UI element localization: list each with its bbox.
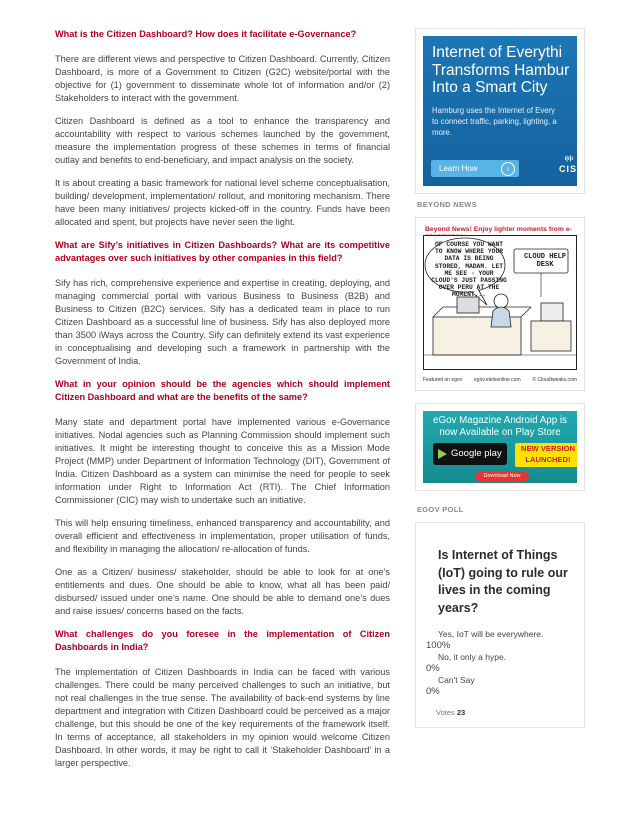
poll-option[interactable] [426,629,572,652]
article-body [55,28,390,780]
cartoon-footer-right: © Cloudtweaks.com [532,377,577,383]
app-ad-headline [423,411,577,439]
poll-option-percent: 100% [426,640,451,651]
section-3 [55,378,390,618]
poll-option-label: Yes, IoT will be everywhere. [438,629,544,639]
ad-body-line: more. [432,127,452,137]
cisco-logo [558,156,577,174]
paragraph: One as a Citizen/ business/ stakeholder, should be able to look for at one’s entitlements and dues. One should be able to know, what all has been paid/ disbursed/ issued under one’s name. One should be able to demand one’s dues and raise issues/ concerns based on the facts. [55,566,390,616]
app-ad-headline-line: eGov Magazine Android App is [433,415,567,426]
ad-body-line: Hamburg uses the Internet of Every [432,105,556,115]
votes-count: 23 [456,708,466,717]
question-heading: What in your opinion should be the agencies which should implement Citizen Dashboard and what are the benefits of the same? [55,378,390,402]
ad-headline [423,36,577,97]
question-heading: What are Sify’s initiatives in Citizen Dashboards? What are its competitive advantages over such initiatives by other companies in this field? [55,239,390,263]
ad-body [423,97,577,138]
paragraph: Many state and department portal have implemented various e-Governance initiatives. Nodal agencies such as Planning Commission should implement such initiatives. It might be interesting thought to conceive this as a Mission Mode Project (MMP) under Department of Information Technology (DIT), Government of India. Citizen Dashboard as a system can minimise the need for people to seek information under Right to Information Act (RTI). The Chief Information Commissioner (CIC) may wish to undertake such an initiative. [55,416,390,505]
cisco-ad-box[interactable] [415,28,585,194]
ad-headline-line: Internet of Everythi [432,44,563,61]
cartoon-footer-mid: egov.eletsonline.com [474,377,521,383]
learn-how-label: Learn How [439,164,478,173]
poll-option-percent: 0% [426,686,440,697]
ad-headline-line: Transforms Hambur [432,61,570,79]
app-ad-headline-line: now Available on Play Store [439,427,561,438]
paragraph: This will help ensuring timeliness, enhanced transparency and accountability, and overall efficient and effectiveness in implementation, proper utilisation of funds, and flexibility in managing the allocation/ re-allocation of funds. [55,517,390,554]
egov-poll-label: EGOV POLL [417,505,464,514]
google-play-label: Google play [451,448,502,459]
app-ad-banner[interactable] [423,411,577,483]
cartoon-bubble-right: CLOUD HELP DESK [523,253,566,269]
play-icon [438,449,447,459]
section-2 [55,239,390,368]
new-version-badge [515,443,577,467]
paragraph: Citizen Dashboard is defined as a tool to enhance the transparency and accountability with respect to various schemes launched by the government, measure the implementation progress of these schemes in terms of financial outlay and benefits to end-beneficiary, and impact analysis on the society. [55,115,390,165]
poll-option[interactable] [426,675,572,698]
poll-option-label: No, it only a hype. [438,652,507,662]
learn-how-button[interactable] [431,160,519,177]
poll-option-label: Can't Say [438,675,475,685]
poll-votes [436,708,572,717]
app-ad-box[interactable] [415,403,585,491]
ad-body-line: to connect traffic, parking, lighting, a [432,116,557,126]
question-heading: What challenges do you foresee in the implementation of Citizen Dashboards in India? [55,628,390,652]
votes-label: Votes [436,708,455,717]
beyond-news-label: BEYOND NEWS [417,200,477,209]
new-version-line: LAUNCHED! [525,455,571,464]
sidebar [415,28,585,728]
paragraph: The implementation of Citizen Dashboards in India can be faced with various challenges. There could be many perceived challenges to such an initiative, but not real challenges in the true sense. The availability of back-end systems by line department and integration with Citizen Dashboard could be perceived as a major challenge, but this should be one of the key requirements of the framework itself. In terms of acceptance, all stakeholders in my opinion would welcome Citizen Dashboard. In other words, it may be right to call it ‘Stakeholder Dashboard’ in a larger perspective. [55,666,390,768]
section-4 [55,628,390,770]
cisco-bars-icon: ı|ı|ı [564,156,573,162]
paragraph: There are different views and perspective to Citizen Dashboard. Currently, Citizen Dashboard, is more of a Government to Citizen (G2C) website/portal with the objective for (1) government to disseminate whole lot of information and/or (2) Stakeholders to interact with the government. [55,53,390,103]
section-1 [55,28,390,229]
paragraph: Sify has rich, comprehensive experience and expertise in creating, deploying, and managing commercial portal with various Business to Business (B2B) and Business to Citizen (B2C) services. Sify has a dedicated team in place to run Citizen Dashboard as a successful line of business. Sify has also deployed more than 3500 iWays across the Country. Sify can definitely extend its vast experience in conceptualising and developing such a framework in partnership with the Government of India. [55,277,390,366]
cartoon-footer-left: Featured on egov [423,377,463,383]
poll-question: Is Internet of Things (IoT) going to rule our lives in the coming years? [438,548,568,615]
cartoon-title: Beyond News! Enjoy lighter moments from e- [425,226,572,233]
download-now-button[interactable]: Download Now [475,472,529,481]
cartoon-box[interactable] [415,217,585,391]
ad-headline-line: Into a Smart City [432,79,548,96]
arrow-right-icon: › [501,162,515,176]
cartoon-image[interactable] [423,225,577,383]
new-version-line: NEW VERSION [520,444,575,453]
cisco-ad-banner[interactable] [423,36,577,186]
question-heading: What is the Citizen Dashboard? How does it facilitate e-Governance? [55,29,357,39]
cisco-logo-text: CIS [558,164,577,174]
cartoon-bubble-left: OF COURSE YOU WANT TO KNOW WHERE YOUR DATA IS BEING STORED, MADAM. LET ME SEE - YOUR CLOUD'S JUST PASSING OVER PERU AT THE MOMENT... [431,241,507,299]
cartoon-footer [423,377,577,383]
paragraph: It is about creating a basic framework for national level scheme conceptualisation, building/ development, implementation/ rollout, and monitoring mechanism. There have been many initiatives/ projects kicked-off in the country. Funds have been allocated and spent, but projects have never seen the light. [55,177,390,227]
poll-option-percent: 0% [426,663,440,674]
poll-widget [415,522,585,728]
google-play-badge[interactable] [433,443,507,465]
poll-option[interactable] [426,652,572,675]
